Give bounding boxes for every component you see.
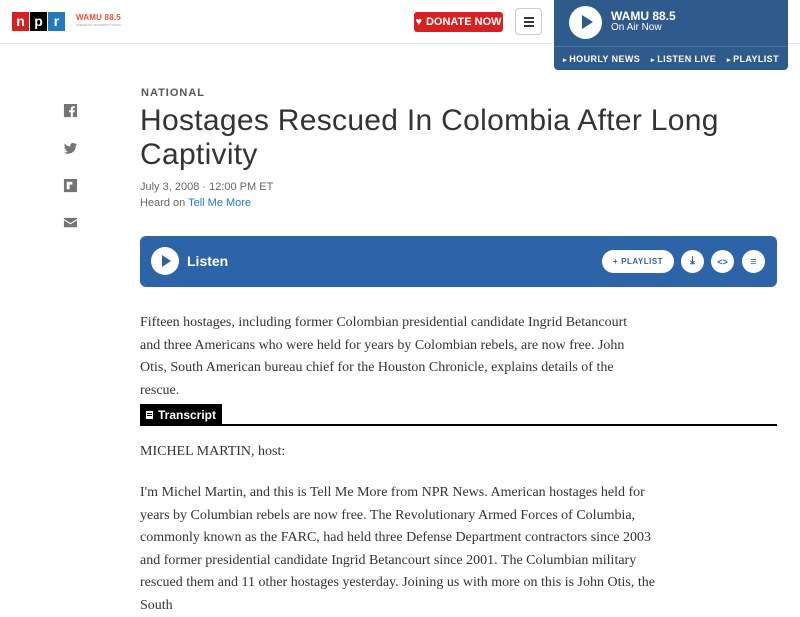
plus-icon: + [612,257,619,266]
hamburger-icon-line [524,25,534,27]
embed-button[interactable] [711,250,734,273]
station-logo[interactable] [76,13,121,27]
station-player [554,0,788,70]
logo-letter-r: r [48,12,65,31]
article-title: Hostages Rescued In Colombia After Long Captivity [140,104,719,171]
npr-logo[interactable] [12,12,66,31]
facebook-icon[interactable] [62,102,78,118]
logo-letter-p: p [30,12,47,31]
document-icon [146,411,153,419]
download-icon: ⤓ [690,255,695,267]
transcript-icon: ≡ [750,255,757,268]
transcript-divider [140,424,777,426]
player-links [554,46,788,70]
transcript-tab-label: Transcript [157,407,217,422]
article-teaser: Fifteen hostages, including former Colombian presidential candidate Ingrid Betancourt and three Americans who were held for years by Colombian rebels, are now free. John Otis, South American bureau chief for the Houston Chronicle, explains details of the rescue. [140,315,628,398]
speaker-name: MICHEL MARTIN, host: [140,444,286,459]
donate-label: DONATE NOW [425,16,502,28]
audio-player-bar [140,236,777,287]
hamburger-icon [524,17,534,19]
add-to-playlist-button[interactable] [602,250,674,273]
flipboard-icon[interactable] [62,177,78,193]
transcript-button[interactable] [742,250,765,273]
listen-label[interactable]: Listen [187,253,229,269]
transcript-tab [140,404,222,425]
heart-icon: ♥ [415,16,422,28]
show-link[interactable]: Tell Me More [188,197,252,209]
heard-on-line [140,197,251,209]
playlist-button-label: PLAYLIST [621,257,664,266]
hamburger-menu-button[interactable] [515,8,542,35]
section-slug[interactable]: NATIONAL [141,87,206,99]
play-live-button[interactable] [569,6,602,39]
player-status: On Air Now [611,22,662,33]
station-name: WAMU 88.5 [76,13,121,22]
player-station-name: WAMU 88.5 [611,9,676,23]
download-button[interactable] [681,250,704,273]
playlist-link[interactable]: ▸ PLAYLIST [727,54,779,64]
article-date: July 3, 2008 · 12:00 PM ET [140,181,274,193]
twitter-icon[interactable] [62,140,78,156]
play-audio-button[interactable] [151,247,179,275]
station-tagline: AMERICAN UNIVERSITY RADIO [76,23,121,27]
email-icon[interactable] [62,214,78,230]
hamburger-icon-line [524,21,534,23]
logo-letter-n: n [12,12,29,31]
transcript-paragraph: I'm Michel Martin, and this is Tell Me More from NPR News. American hostages held for years by Columbian rebels are now free. The Revolutionary Armed Forces of Columbia, commonly known as the FARC, had held three Defense Department contractors since 2003 and former presidential candidate Ingrid Betancourt since 2001. The Columbian military rescued them and 11 other hostages yesterday. Joining us with more on this is John Otis, the South [140,485,655,613]
donate-button[interactable] [414,12,503,32]
embed-icon: <> [717,256,728,267]
heard-on-prefix: Heard on [140,197,186,209]
listen-live-link[interactable]: ▸ LISTEN LIVE [651,54,716,64]
hourly-news-link[interactable]: ▸ HOURLY NEWS [563,54,640,64]
